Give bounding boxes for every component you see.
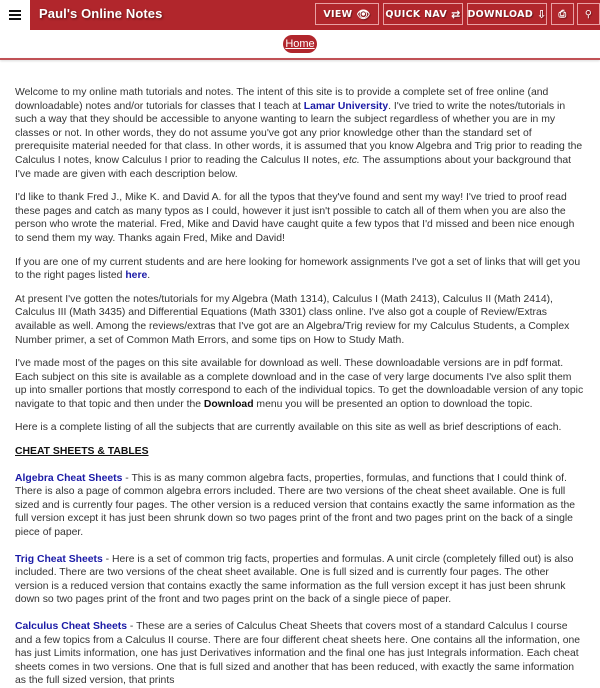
brand-bar [30,0,600,30]
cheat-sheets-heading: CHEAT SHEETS & TABLES [15,446,149,458]
text: . [147,270,151,282]
eye-icon: 👁 [356,7,371,21]
calculus-cheat-sheets-link[interactable]: Calculus Cheat Sheets [15,621,128,632]
quick-nav-button-label: QUICK NAV [385,8,448,20]
list-item [15,553,585,607]
text: etc. [343,154,360,166]
search-button[interactable] [577,3,600,25]
exchange-arrows-icon: ⇄ [451,7,461,21]
site-title[interactable]: Paul's Online Notes [39,6,163,21]
text: If you are one of my current students and are here looking for homework assignments I've got a set of links that will get you to the right pages listed [15,256,581,282]
header-divider [0,58,600,60]
homework-here-link[interactable]: here [125,270,148,282]
intro-paragraph-thanks: I'd like to thank Fred J., Mike K. and David A. for all the typos that they've found and sent my way! I've tried to proof read these pages and catch as many typos as I could, however it just isn't possible to catch all of them when you are also the person who wrote the material. Fred, Mike and David have caught quite a few typos that I'd missed and been nice enough to send them my way. Thanks again Fred, Mike and David! [15,192,575,244]
list-item [15,472,585,540]
lamar-university-link[interactable]: Lamar University [303,100,389,112]
main-content [0,60,600,688]
text: I've made most of the pages on this site available for download as well. These downloadable versions are in pdf format. Each subject on this site is available as a complete download and in the case of very large documents I've also split them up into smaller portions that mostly correspond to each of the individual topics. To get the downloadable version of any topic navigate to that topic and then under the [15,358,584,410]
text: menu you will be presented an option to download the topic. [253,398,533,410]
text: - This is as many common algebra facts, properties, formulas, and functions that I could think of. There is also a page of common algebra errors included. There are two versions of the cheat sheet available. One is full sized and is currently four pages. The other version is a reduced version that contains exactly the same information as the full version except it has just been shrunk down so two pages print of the front and two pages print on the back of a single piece of paper. [15,472,576,539]
text: Download [203,398,254,410]
quick-nav-button[interactable] [383,3,463,25]
download-button-label: DOWNLOAD [467,8,534,20]
intro-paragraph-downloads [15,357,585,411]
algebra-cheat-sheets-link[interactable]: Algebra Cheat Sheets [15,472,123,484]
home-breadcrumb-link[interactable]: Home [283,35,317,53]
text: The assumptions about your background that I've made are given with each description below. [15,154,572,180]
breadcrumb [0,30,600,58]
intro-paragraph-listing: Here is a complete listing of all the subjects that are currently available on this site as well as brief descriptions of each. [15,422,562,434]
view-button-label: VIEW [323,8,353,20]
intro-paragraph-homework [15,256,585,283]
search-icon: ⚲ [584,8,593,20]
print-icon: ⎙ [558,8,567,20]
download-icon: ⇩ [537,7,547,21]
text: Welcome to my online math tutorials and notes. The intent of this site is to provide a complete set of free online (and downloadable) notes and/or tutorials for classes that I teach at [15,87,549,112]
print-button[interactable] [551,3,574,25]
text: - These are a series of Calculus Cheat Sheets that covers most of a standard Calculus I course and a few topics from a Calculus II course. There are four different cheat sheets here. One contains all the information, one has just Limits information, one has just Derivatives information and the final one has just Integrals information. Each cheat sheets comes in two versions. One that is full sized and another that has been reduced, with exactly the same information as the full sized version, that prints [15,621,581,687]
hamburger-menu-button[interactable] [0,0,30,30]
intro-paragraph-welcome [15,86,585,181]
text: . I've tried to write the notes/tutorials in such a way that they should be accessible to anyone wanting to learn the subject regardless of whether you are in my classes or not. In other words, they do not assume you've got any prior knowledge other than the standard set of prerequisite material needed for that class. In other words, it is assumed that you know Algebra and Trig prior to reading the Calculus I notes, know Calculus I prior to reading the Calculus II notes, [15,100,583,166]
list-item [15,620,585,688]
top-navbar [0,0,600,30]
text: - Here is a set of common trig facts, properties and formulas. A unit circle (completely filled out) is also included. There are two versions of the cheat sheet available. One is full sized and is currently four pages. The other version is a reduced version that contains exactly the same information as the full version except it has just been shrunk down so two pages print of the front and two pages print on the back of a single piece of paper. [15,553,574,606]
intro-paragraph-classes: At present I've gotten the notes/tutorials for my Algebra (Math 1314), Calculus I (Math 2413), Calculus II (Math 2414), Calculus III (Math 3435) and Differential Equations (Math 3301) class online. I've also got a couple of Review/Extras available as well. Among the reviews/extras that I've got are an Algebra/Trig review for my Calculus Students, a Complex Number primer, a set of Common Math Errors, and some tips on How to Study Math. [15,293,570,346]
view-button[interactable] [315,3,379,25]
trig-cheat-sheets-link[interactable]: Trig Cheat Sheets [15,553,103,565]
hamburger-icon [9,8,21,22]
download-button[interactable] [467,3,547,25]
